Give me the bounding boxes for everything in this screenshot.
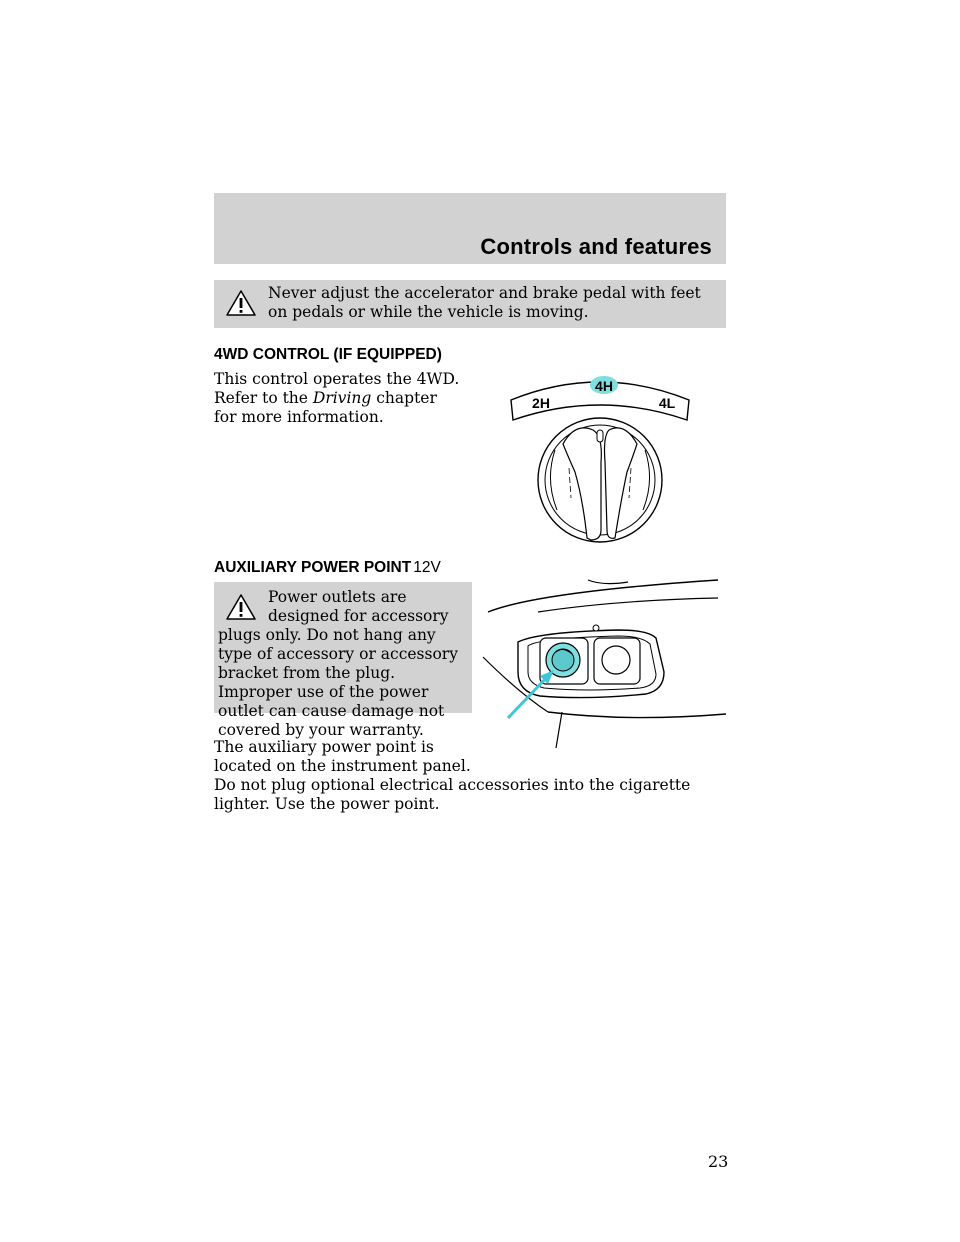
paragraph-cigarette-lighter: Do not plug optional electrical accessories into the cigarette lighter. Use the power point. — [214, 776, 691, 813]
heading-voltage: 12V — [413, 559, 441, 576]
warning-box-pedals — [214, 280, 726, 328]
chapter-reference-driving: Driving — [312, 389, 372, 407]
dial-label-4l: 4L — [658, 395, 676, 411]
paragraph-power-point-location: The auxiliary power point is located on the instrument panel. — [214, 738, 471, 775]
heading-auxiliary-power-point — [214, 559, 441, 577]
heading-power-point-text: AUXILIARY POWER POINT — [214, 559, 412, 576]
warning-text-power-outlet: Power outlets are designed for accessory plugs only. Do not hang any type of accessory or accessory bracket from the plug. Improper use of the power outlet can cause damage not covered by your warranty. — [218, 588, 458, 739]
heading-4wd-control: 4WD CONTROL (IF EQUIPPED) — [214, 346, 442, 363]
warning-text-pedals: Never adjust the accelerator and brake pedal with feet on pedals or while the vehicle is moving. — [268, 284, 701, 321]
paragraph-4wd-info — [214, 370, 464, 427]
warning-box-power-outlet — [214, 582, 472, 739]
chapter-title: Controls and features — [480, 234, 712, 259]
text-4wd-post: chapter for more information. — [214, 389, 437, 426]
chapter-header — [214, 193, 726, 264]
warning-triangle-icon — [226, 594, 256, 620]
dial-label-2h: 2H — [532, 395, 550, 411]
dial-label-4h: 4H — [595, 378, 613, 394]
4wd-dial-illustration — [505, 370, 705, 545]
page-number: 23 — [708, 1152, 729, 1171]
text-4wd-pre: This control operates the 4WD. Refer to the — [214, 370, 460, 407]
warning-triangle-icon — [226, 290, 256, 316]
power-point-illustration — [478, 572, 728, 752]
